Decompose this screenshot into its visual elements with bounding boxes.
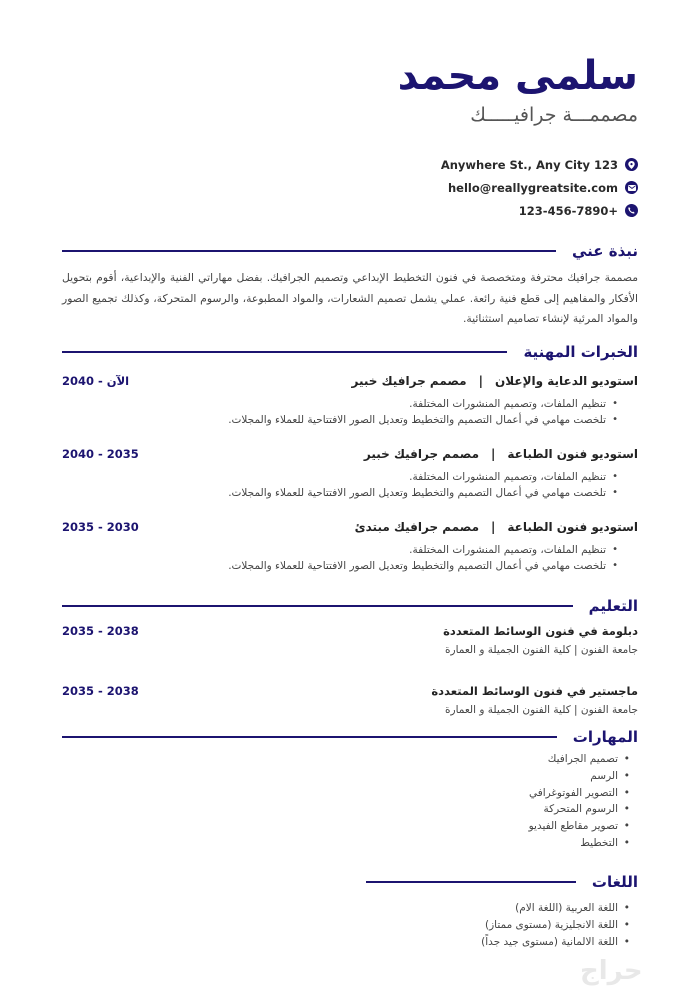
job-bullet: • تنظيم الملفات، وتصميم المنشورات المختلفة.	[62, 542, 618, 558]
skills-title: المهارات	[572, 728, 638, 746]
job-separator: |	[478, 374, 484, 388]
language-item: • اللغة العربية (اللغة الام)	[481, 900, 630, 917]
job-bullet: • تلخصت مهامي في أعمال التصميم والتخطيط وتعديل الصور الافتتاحية للعملاء والمجلات.	[62, 558, 618, 574]
about-section-header	[62, 242, 638, 260]
languages-list	[481, 900, 638, 950]
candidate-name: سلمى محمد	[397, 53, 638, 99]
job-entry	[62, 371, 638, 428]
education-entry	[62, 622, 638, 656]
education-section-header	[62, 597, 638, 615]
skill-item: • التصوير الفوتوغرافي	[529, 785, 630, 802]
job-company: استوديو فنون الطباعة	[507, 447, 638, 461]
job-bullets	[62, 396, 618, 428]
skill-item: • تصوير مقاطع الفيديو	[529, 818, 630, 835]
education-degree: دبلومة في فنون الوسائط المتعددة	[443, 624, 638, 638]
job-date: 2035 - 2030	[62, 520, 139, 534]
job-separator: |	[491, 520, 496, 534]
job-date: 2040 - الآن	[62, 374, 130, 388]
skills-list	[529, 751, 638, 852]
education-school: جامعة الفنون | كلية الفنون الجميلة و العمارة	[445, 704, 638, 716]
languages-title: اللغات	[591, 873, 638, 891]
email-icon	[625, 181, 638, 194]
education-date: 2035 - 2038	[62, 684, 139, 698]
contact-list	[338, 153, 638, 222]
about-text: مصممة جرافيك محترفة ومتخصصة في فنون التخطيط الإبداعي وتصميم الجرافيك. بفضل مهاراتي الفنية والإبداعية، أقوم بتحويل الأفكار والمفاهيم إلى قطع فنية رائعة. عملي يشمل تصميم الشعارات، والمواد المطبوعة، والرسوم المتحركة، وكذلك تجميع الصور والمواد المرئية لإنشاء تصاميم استثنائية.	[62, 271, 638, 325]
skill-item: • تصميم الجرافيك	[529, 751, 630, 768]
skill-item: • الرسم	[529, 768, 630, 785]
job-bullets	[62, 542, 618, 574]
contact-email-value[interactable]: hello@reallygreatsite.com	[448, 180, 618, 195]
experience-section-header	[62, 343, 638, 361]
contact-phone-value[interactable]: 123-456-7890+	[518, 203, 618, 218]
education-school: جامعة الفنون | كلية الفنون الجميلة و العمارة	[445, 644, 638, 656]
language-item: • اللغة الانجليزية (مستوى ممتاز)	[481, 917, 630, 934]
job-entry	[62, 444, 638, 501]
job-bullet: • تنظيم الملفات، وتصميم المنشورات المختلفة.	[62, 469, 618, 485]
skill-item: • التخطيط	[529, 835, 630, 852]
skill-item: • الرسوم المتحركة	[529, 801, 630, 818]
divider-line	[366, 881, 576, 883]
job-entry	[62, 517, 638, 574]
contact-address-value: Anywhere St., Any City 123	[440, 157, 618, 172]
candidate-role: مصممـــة جرافيـــــك	[470, 104, 638, 126]
phone-icon	[625, 204, 638, 217]
contact-phone	[338, 199, 638, 222]
education-degree: ماجستير في فنون الوسائط المتعددة	[431, 684, 638, 698]
skills-section-header	[62, 728, 638, 746]
divider-line	[62, 736, 557, 738]
experience-title: الخبرات المهنية	[523, 343, 638, 361]
job-separator: |	[491, 447, 496, 461]
job-position: مصمم جرافيك خبير	[351, 374, 467, 388]
job-bullet: • تنظيم الملفات، وتصميم المنشورات المختلفة.	[62, 396, 618, 412]
education-date: 2035 - 2038	[62, 624, 139, 638]
languages-section-header	[366, 873, 638, 891]
job-bullet: • تلخصت مهامي في أعمال التصميم والتخطيط وتعديل الصور الافتتاحية للعملاء والمجلات.	[62, 412, 618, 428]
job-company: استوديو الدعاية والإعلان	[495, 374, 638, 388]
location-pin-icon	[625, 158, 638, 171]
divider-line	[62, 351, 507, 353]
job-position: مصمم جرافيك مبتدئ	[354, 520, 480, 534]
divider-line	[62, 250, 556, 252]
job-bullet: • تلخصت مهامي في أعمال التصميم والتخطيط وتعديل الصور الافتتاحية للعملاء والمجلات.	[62, 485, 618, 501]
job-date: 2040 - 2035	[62, 447, 139, 461]
job-bullets	[62, 469, 618, 501]
contact-address	[338, 153, 638, 176]
education-entry	[62, 682, 638, 716]
watermark-logo: حراج	[580, 956, 643, 986]
language-item: • اللغة الالمانية (مستوى جيد جداً)	[481, 934, 630, 951]
job-position: مصمم جرافيك خبير	[363, 447, 480, 461]
contact-email	[338, 176, 638, 199]
about-title: نبذة عني	[571, 242, 638, 260]
job-company: استوديو فنون الطباعة	[507, 520, 638, 534]
education-title: التعليم	[588, 597, 638, 615]
divider-line	[62, 605, 573, 607]
